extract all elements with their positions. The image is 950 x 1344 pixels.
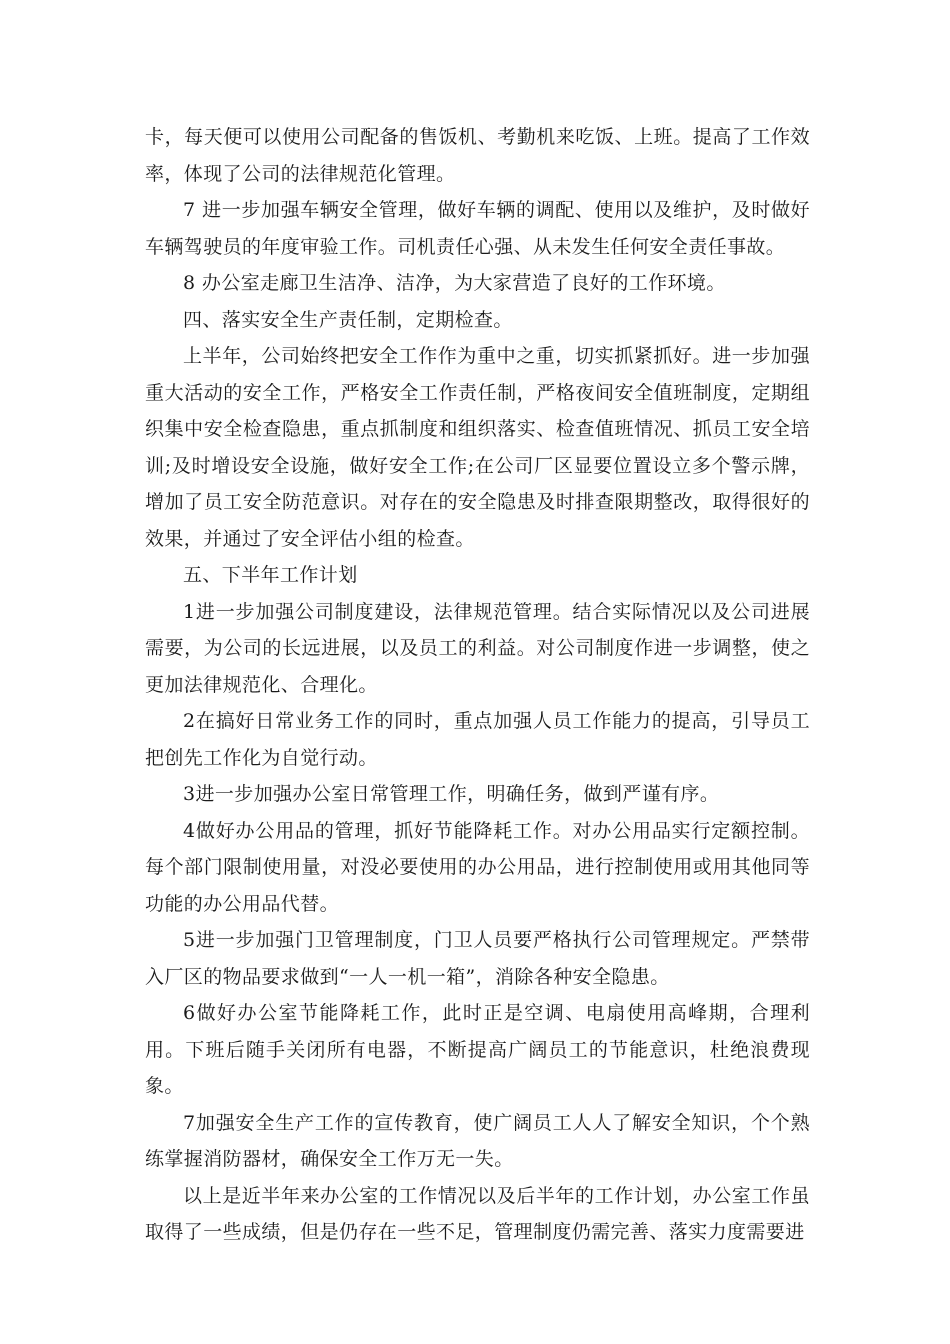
plan-item-6: 6做好办公室节能降耗工作，此时正是空调、电扇使用高峰期，合理利用。下班后随手关闭所有电器，不断提高广阔员工的节能意识，杜绝浪费现象。 (145, 1002, 810, 1097)
paragraph-summary: 以上是近半年来办公室的工作情况以及后半年的工作计划，办公室工作虽取得了一些成绩，但是仍存在一些不足，管理制度仍需完善、落实力度需要进 (145, 1184, 810, 1243)
plan-item-7: 7加强安全生产工作的宣传教育，使广阔员工人人了解安全知识，个个熟练掌握消防器材，确保安全工作万无一失。 (145, 1111, 810, 1170)
paragraph-item-7-vehicle-safety: 7 进一步加强车辆安全管理，做好车辆的调配、使用以及维护，及时做好车辆驾驶员的年度审验工作。司机责任心强、从未发生任何安全责任事故。 (145, 199, 810, 258)
section-heading-5: 五、下半年工作计划 (183, 564, 358, 586)
section-heading-4: 四、落实安全生产责任制，定期检查。 (183, 308, 513, 331)
paragraph-safety-work: 上半年，公司始终把安全工作作为重中之重，切实抓紧抓好。进一步加强重大活动的安全工作，严格安全工作责任制，严格夜间安全值班制度，定期组织集中安全检查隐患，重点抓制度和组织落实、检查值班情况、抓员工安全培训;及时增设安全设施，做好安全工作;在公司厂区显要位置设立多个警示牌，增加了员工安全防范意识。对存在的安全隐患及时排查限期整改，取得很好的效果，并通过了安全评估小组的检查。 (145, 345, 810, 550)
paragraph-item-8-hygiene: 8 办公室走廊卫生洁净、洁净，为大家营造了良好的工作环境。 (183, 272, 726, 294)
document-body (145, 119, 810, 1251)
plan-item-1: 1进一步加强公司制度建设，法律规范管理。结合实际情况以及公司进展需要，为公司的长远进展，以及员工的利益。对公司制度作进一步调整，使之更加法律规范化、合理化。 (145, 600, 810, 696)
plan-item-3: 3进一步加强办公室日常管理工作，明确任务，做到严谨有序。 (183, 783, 720, 805)
plan-item-5: 5进一步加强门卫管理制度，门卫人员要严格执行公司管理规定。严禁带入厂区的物品要求做到“一人一机一箱”，消除各种安全隐患。 (145, 929, 810, 988)
plan-item-2: 2在搞好日常业务工作的同时，重点加强人员工作能力的提高，引导员工把创先工作化为自觉行动。 (145, 710, 810, 769)
plan-item-4: 4做好办公用品的管理，抓好节能降耗工作。对办公用品实行定额控制。每个部门限制使用量，对没必要使用的办公用品，进行控制使用或用其他同等功能的办公用品代替。 (145, 819, 810, 915)
paragraph-continuation: 卡，每天便可以使用公司配备的售饭机、考勤机来吃饭、上班。提高了工作效率，体现了公司的法律规范化管理。 (145, 126, 810, 185)
